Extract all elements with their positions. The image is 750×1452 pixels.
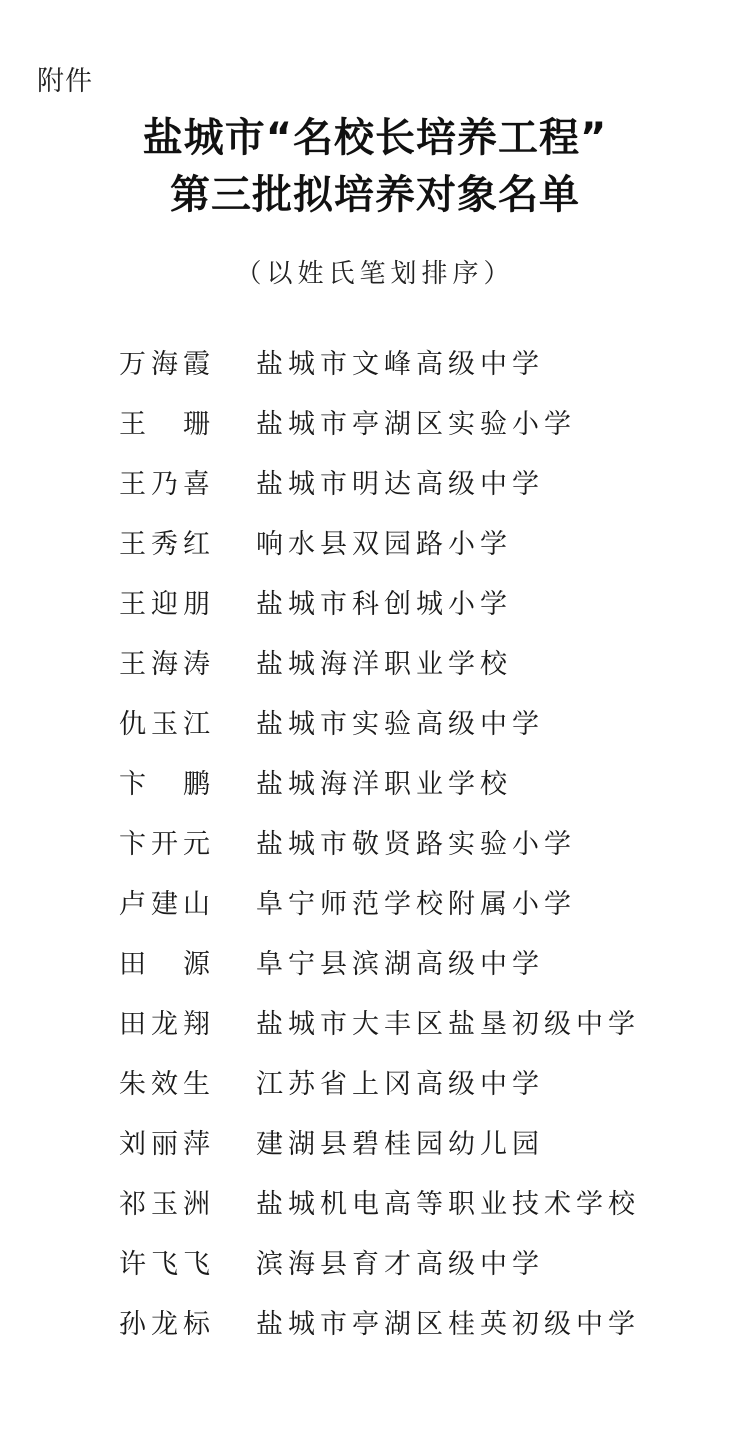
candidate-name: 万海霞 (119, 349, 215, 380)
candidate-school: 阜宁县滨湖高级中学 (256, 949, 544, 980)
candidate-name: 王乃喜 (119, 469, 215, 500)
list-item (119, 825, 640, 885)
candidate-school: 盐城市亭湖区桂英初级中学 (256, 1309, 640, 1340)
candidate-name: 祁玉洲 (119, 1189, 215, 1220)
candidate-school: 盐城市实验高级中学 (256, 709, 544, 740)
list-item (119, 1245, 640, 1305)
candidate-name: 田 源 (119, 949, 215, 980)
candidate-name: 王迎朋 (119, 589, 215, 620)
sort-order-note: （以姓氏笔划排序） (235, 259, 515, 289)
document-title-line-2: 第三批拟培养对象名单 (170, 172, 580, 218)
candidate-name: 刘丽萍 (119, 1129, 215, 1160)
candidate-school: 建湖县碧桂园幼儿园 (256, 1129, 544, 1160)
list-item (119, 705, 640, 765)
list-item (119, 345, 640, 405)
list-item (119, 1125, 640, 1185)
attachment-label: 附件 (37, 66, 93, 97)
candidate-school: 滨海县育才高级中学 (256, 1249, 544, 1280)
list-item (119, 465, 640, 525)
candidate-school: 响水县双园路小学 (256, 529, 512, 560)
candidate-name: 卞 鹏 (119, 769, 215, 800)
list-item (119, 765, 640, 825)
list-item (119, 1305, 640, 1365)
candidate-name: 朱效生 (119, 1069, 215, 1100)
candidate-name: 孙龙标 (119, 1309, 215, 1340)
list-item (119, 1065, 640, 1125)
candidate-name: 许飞飞 (119, 1249, 215, 1280)
candidate-school: 阜宁师范学校附属小学 (256, 889, 576, 920)
candidate-school: 盐城海洋职业学校 (256, 649, 512, 680)
candidate-name: 王 珊 (119, 409, 215, 440)
candidate-name: 王秀红 (119, 529, 215, 560)
candidate-name: 卞开元 (119, 829, 215, 860)
candidate-school: 盐城市亭湖区实验小学 (256, 409, 576, 440)
candidate-name: 王海涛 (119, 649, 215, 680)
candidate-name: 卢建山 (119, 889, 215, 920)
candidate-list (119, 345, 640, 1365)
list-item (119, 885, 640, 945)
list-item (119, 645, 640, 705)
candidate-school: 盐城市科创城小学 (256, 589, 512, 620)
list-item (119, 405, 640, 465)
list-item (119, 585, 640, 645)
candidate-school: 盐城机电高等职业技术学校 (256, 1189, 640, 1220)
list-item (119, 1005, 640, 1065)
candidate-school: 江苏省上冈高级中学 (256, 1069, 544, 1100)
list-item (119, 945, 640, 1005)
candidate-school: 盐城市大丰区盐垦初级中学 (256, 1009, 640, 1040)
list-item (119, 1185, 640, 1245)
candidate-school: 盐城市敬贤路实验小学 (256, 829, 576, 860)
candidate-school: 盐城市文峰高级中学 (256, 349, 544, 380)
candidate-name: 田龙翔 (119, 1009, 215, 1040)
candidate-school: 盐城市明达高级中学 (256, 469, 544, 500)
document-title-line-1: 盐城市“名校长培养工程” (142, 115, 608, 161)
candidate-name: 仇玉江 (119, 709, 215, 740)
list-item (119, 525, 640, 585)
candidate-school: 盐城海洋职业学校 (256, 769, 512, 800)
